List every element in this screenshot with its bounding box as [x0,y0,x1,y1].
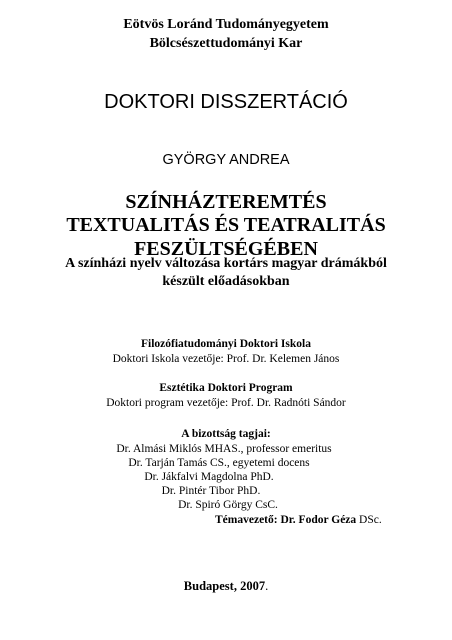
doctoral-school-head: Doktori Iskola vezetője: Prof. Dr. Kelemen János [112,353,340,365]
supervisor-degree: DSc. [359,514,382,526]
document-type: DOKTORI DISSZERTÁCIÓ [104,91,348,113]
author-name: GYÖRGY ANDREA [162,152,290,168]
supervisor-name: Dr. Fodor Géza [280,514,357,526]
committee-member-list [0,442,452,512]
subtitle-line-2: készült előadásokban [162,274,290,289]
committee-member: Dr. Jákfalvi Magdolna PhD. [144,471,274,483]
place-and-date [0,579,452,594]
committee-member: Dr. Tarján Tamás CS., egyetemi docens [128,457,310,469]
committee-title: A bizottság tagjai: [181,428,271,440]
doctoral-program-name: Esztétika Doktori Program [159,382,293,394]
title-line-3: FESZÜLTSÉGÉBEN [134,238,318,260]
title-line-2: TEXTUALITÁS ÉS TEATRALITÁS [66,214,386,236]
place-date-end: . [265,579,269,593]
committee-member: Dr. Almási Miklós MHAS., professor emeritus [116,443,332,455]
committee-member: Dr. Pintér Tibor PhD. [161,485,261,497]
university-name: Eötvös Loránd Tudományegyetem [123,17,329,32]
supervisor-line [215,513,395,527]
place-date-text: Budapest, 2007 [183,579,266,593]
committee-member: Dr. Spiró Görgy CsC. [178,499,278,511]
faculty-name: Bölcsészettudományi Kar [149,36,303,51]
doctoral-program-head: Doktori program vezetője: Prof. Dr. Radnóti Sándor [106,397,346,409]
subtitle-line-1: A színházi nyelv változása kortárs magyar drámákból [65,256,387,271]
title-line-1: SZÍNHÁZTEREMTÉS [125,191,327,213]
supervisor-label: Témavezető: [215,514,278,526]
doctoral-school-name: Filozófiatudományi Doktori Iskola [141,338,311,350]
